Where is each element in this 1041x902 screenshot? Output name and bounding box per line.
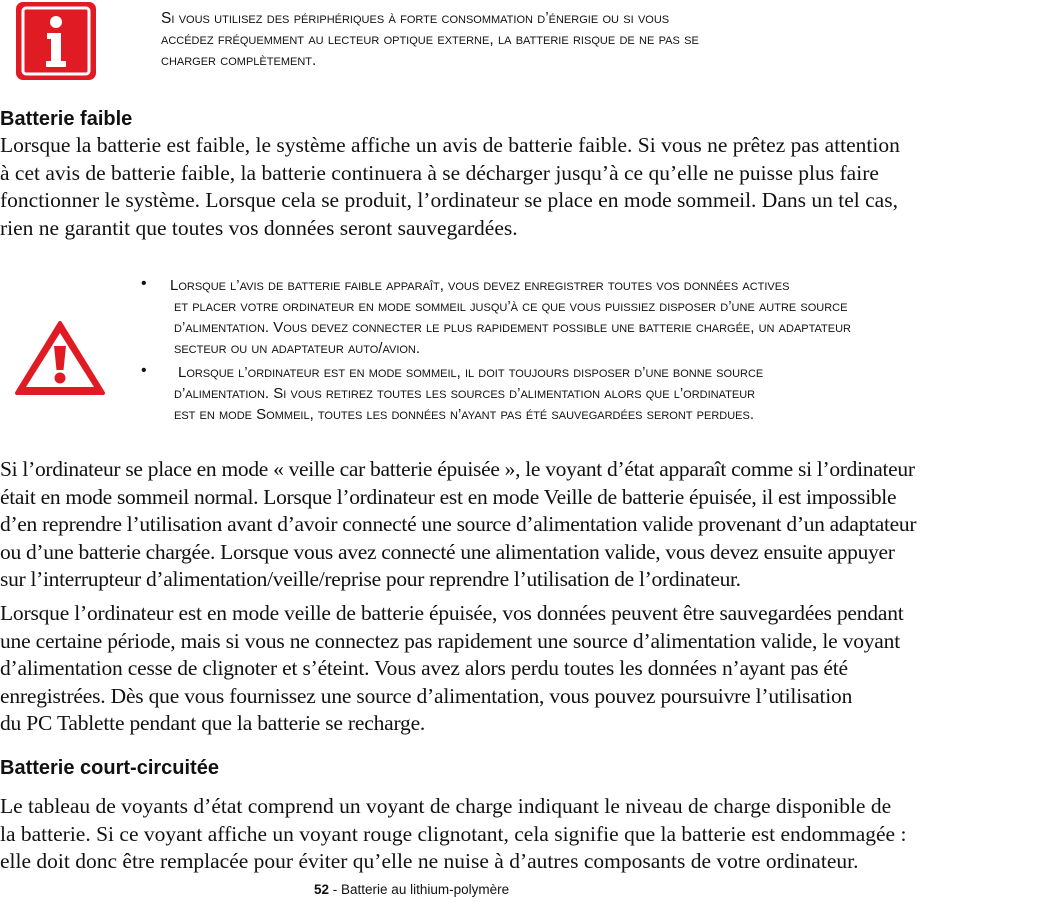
info-note bbox=[0, 0, 1041, 90]
warning-line: Lorsque l’avis de batterie faible apparaît, vous devez enregistrer toutes vos données actives bbox=[170, 277, 790, 294]
paragraph-line: Lorsque l’ordinateur est en mode veille de batterie épuisée, vos données peuvent être sauvegardées pendant bbox=[0, 601, 904, 625]
paragraph-line: elle doit donc être remplacée pour éviter qu’elle ne nuise à d’autres composants de votre ordinateur. bbox=[0, 849, 859, 873]
warning-note bbox=[0, 268, 1041, 438]
paragraph-line: la batterie. Si ce voyant affiche un voyant rouge clignotant, cela signifie que la batterie est endommagée : bbox=[0, 821, 907, 846]
warning-line: et placer votre ordinateur en mode sommeil jusqu’à ce que vous puissiez disposer d’une autre source bbox=[174, 298, 848, 315]
paragraph-line: rien ne garantit que toutes vos données seront sauvegardées. bbox=[0, 215, 518, 240]
warning-bullet-1 bbox=[170, 275, 851, 359]
warning-line: d’alimentation. Si vous retirez toutes les sources d’alimentation alors que l’ordinateur bbox=[174, 385, 756, 402]
paragraph-line: Si l’ordinateur se place en mode « veille car batterie épuisée », le voyant d’état apparaît comme si l’ordinateur bbox=[0, 457, 915, 481]
info-icon bbox=[14, 0, 98, 82]
paragraph-line: fonctionner le système. Lorsque cela se produit, l’ordinateur se place en mode sommeil. Dans un tel cas, bbox=[0, 188, 898, 212]
paragraph-line: Le tableau de voyants d’état comprend un voyant de charge indiquant le niveau de charge disponible de bbox=[0, 794, 892, 818]
info-note-line: charger complètement. bbox=[161, 52, 317, 69]
warning-line: est en mode Sommeil, toutes les données n’ayant pas été sauvegardées seront perdues. bbox=[174, 406, 755, 423]
paragraph-line: ou d’une batterie chargée. Lorsque vous avez connecté une alimentation valide, vous devez ensuite appuyer bbox=[0, 539, 895, 564]
paragraph-line: Lorsque la batterie est faible, le système affiche un avis de batterie faible. Si vous ne prêtez pas attention bbox=[0, 133, 900, 157]
warning-line: Lorsque l’ordinateur est en mode sommeil, il doit toujours disposer d’une bonne source bbox=[178, 364, 764, 381]
footer-title: Batterie au lithium-polymère bbox=[341, 882, 510, 897]
section1-paragraph bbox=[0, 132, 900, 242]
warning-bullet-2 bbox=[174, 362, 763, 425]
paragraph-line: d’en reprendre l’utilisation avant d’avoir connecté une source d’alimentation valide provenant d’un adaptateur bbox=[0, 512, 917, 536]
info-note-text bbox=[161, 8, 699, 71]
page-number: 52 bbox=[314, 882, 330, 897]
warning-line: secteur ou un adaptateur auto/avion. bbox=[174, 340, 421, 357]
paragraph-line: était en mode sommeil normal. Lorsque l’ordinateur est en mode Veille de batterie épuisée, il est impossible bbox=[0, 484, 897, 509]
paragraph-line: à cet avis de batterie faible, la batterie continuera à se décharger jusqu’à ce qu’elle ne puisse plus faire bbox=[0, 160, 879, 185]
section-heading-batterie-faible: Batterie faible bbox=[0, 108, 133, 130]
paragraph-sauvegarde-donnees bbox=[0, 600, 904, 738]
page-footer bbox=[314, 882, 509, 897]
info-note-line: accédez fréquemment au lecteur optique externe, la batterie risque de ne pas se bbox=[161, 31, 699, 48]
paragraph-line: une certaine période, mais si vous ne connectez pas rapidement une source d’alimentation valide, le voyant bbox=[0, 628, 900, 653]
bullet-marker: • bbox=[141, 275, 147, 292]
warning-line: d’alimentation. Vous devez connecter le plus rapidement possible une batterie chargée, un adaptateur bbox=[174, 319, 851, 336]
section2-paragraph bbox=[0, 793, 906, 876]
bullet-marker: • bbox=[141, 362, 147, 379]
info-note-line: Si vous utilisez des périphériques à forte consommation d’énergie ou si vous bbox=[161, 10, 670, 27]
paragraph-line: enregistrées. Dès que vous fournissez une source d’alimentation, vous pouvez poursuivre l’utilisation bbox=[0, 683, 853, 708]
paragraph-line: du PC Tablette pendant que la batterie se recharge. bbox=[0, 711, 426, 735]
footer-separator: - bbox=[329, 882, 342, 897]
paragraph-line: d’alimentation cesse de clignoter et s’éteint. Vous avez alors perdu toutes les données n’ayant pas été bbox=[0, 656, 848, 680]
section-heading-batterie-court-circuitee: Batterie court-circuitée bbox=[0, 757, 219, 779]
paragraph-veille-batterie-epuisee bbox=[0, 456, 916, 594]
paragraph-line: sur l’interrupteur d’alimentation/veille/reprise pour reprendre l’utilisation de l’ordinateur. bbox=[0, 567, 741, 591]
warning-icon bbox=[14, 320, 106, 396]
